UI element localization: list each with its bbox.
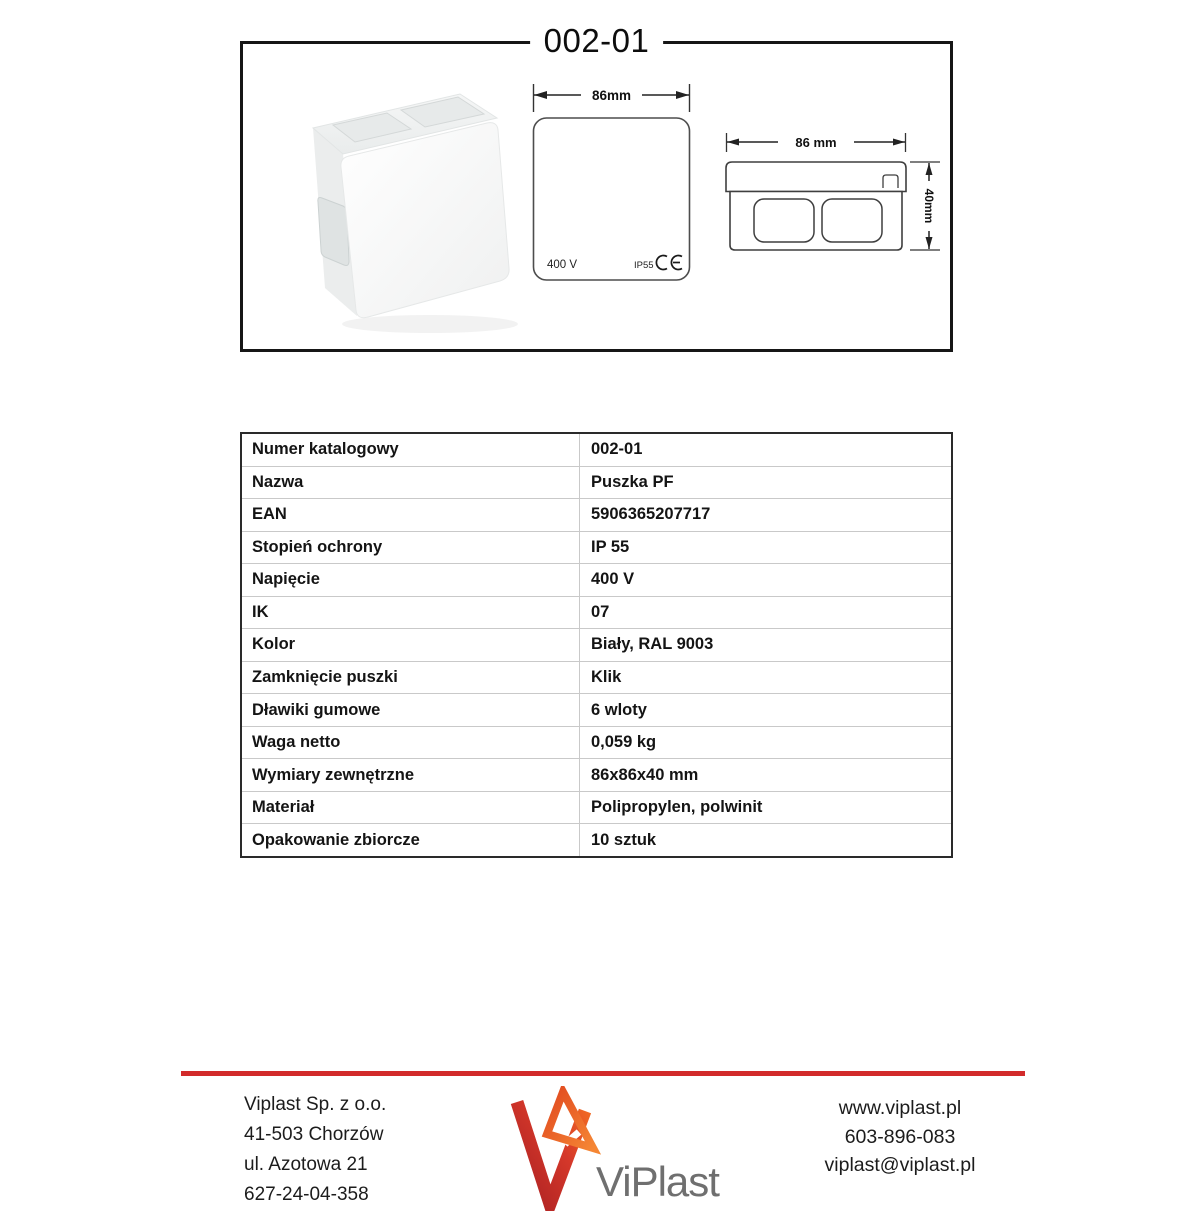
spec-label: IK: [242, 597, 580, 629]
spec-value: 5906365207717: [591, 505, 711, 524]
side-width-dimension: 86 mm: [795, 135, 837, 150]
spec-label: Nazwa: [242, 467, 580, 499]
address-line: 41-503 Chorzów: [244, 1124, 384, 1145]
address-line: ul. Azotowa 21: [244, 1154, 368, 1175]
spec-value: 002-01: [591, 440, 643, 459]
arrow-up-icon: [926, 163, 933, 175]
side-view-lid-outline: [726, 162, 906, 192]
product-panel: [240, 22, 953, 352]
table-row: [242, 759, 951, 792]
table-row: [242, 434, 951, 467]
spec-label: EAN: [242, 499, 580, 531]
spec-value: Biały, RAL 9003: [591, 635, 714, 654]
spec-value: 86x86x40 mm: [591, 765, 699, 784]
table-row: [242, 792, 951, 825]
product-photo: [255, 52, 520, 347]
company-address: [244, 1090, 386, 1210]
spec-value: 0,059 kg: [591, 733, 657, 752]
side-view-drawing: [716, 128, 951, 273]
voltage-label: 400 V: [547, 259, 578, 271]
contact-website: www.viplast.pl: [838, 1097, 962, 1119]
spec-label: Dławiki gumowe: [242, 694, 580, 726]
table-row: [242, 532, 951, 565]
table-row: [242, 564, 951, 597]
panel-title: 002-01: [530, 22, 664, 60]
spec-label: Zamknięcie puszki: [242, 662, 580, 694]
table-row: [242, 499, 951, 532]
spec-value: 10 sztuk: [591, 830, 657, 849]
spec-label: Stopień ochrony: [242, 532, 580, 564]
viplast-logo-icon: [503, 1086, 603, 1216]
spec-label: Wymiary zewnętrzne: [242, 759, 580, 791]
spec-value: Klik: [591, 667, 622, 686]
spec-label: Materiał: [242, 792, 580, 824]
arrow-left-icon: [534, 91, 547, 99]
front-view-drawing: [524, 78, 699, 308]
table-row: [242, 824, 951, 856]
spec-value: 07: [591, 602, 610, 621]
arrow-down-icon: [926, 237, 933, 249]
front-width-dimension: 86mm: [591, 88, 632, 103]
address-line: 627-24-04-358: [244, 1184, 369, 1205]
spec-label: Kolor: [242, 629, 580, 661]
spec-value: IP 55: [591, 537, 630, 556]
table-row: [242, 662, 951, 695]
spec-value: 6 wloty: [591, 700, 647, 719]
table-row: [242, 597, 951, 630]
footer-accent-rule: [181, 1071, 1025, 1076]
arrow-right-icon: [893, 139, 905, 146]
contact-phone: 603-896-083: [844, 1125, 956, 1148]
spec-label: Waga netto: [242, 727, 580, 759]
spec-label: Opakowanie zbiorcze: [242, 824, 580, 856]
spec-label: Napięcie: [242, 564, 580, 596]
spec-value: Puszka PF: [591, 472, 674, 491]
spec-table: [240, 432, 953, 858]
spec-value: Polipropylen, polwinit: [591, 798, 763, 817]
arrow-left-icon: [727, 139, 739, 146]
table-row: [242, 467, 951, 500]
spec-label: Numer katalogowy: [242, 434, 580, 466]
spec-value: 400 V: [591, 570, 635, 589]
company-contacts: [780, 1094, 1020, 1180]
address-line: Viplast Sp. z o.o.: [244, 1094, 387, 1115]
table-row: [242, 694, 951, 727]
arrow-right-icon: [676, 91, 689, 99]
table-row: [242, 629, 951, 662]
table-row: [242, 727, 951, 760]
ip-rating-label: IP55: [634, 260, 654, 271]
contact-email: viplast@viplast.pl: [824, 1154, 976, 1176]
side-height-dimension: 40mm: [922, 188, 936, 224]
junction-box-photo-image: [255, 52, 520, 342]
viplast-logo-text: ViPlast: [596, 1158, 719, 1205]
